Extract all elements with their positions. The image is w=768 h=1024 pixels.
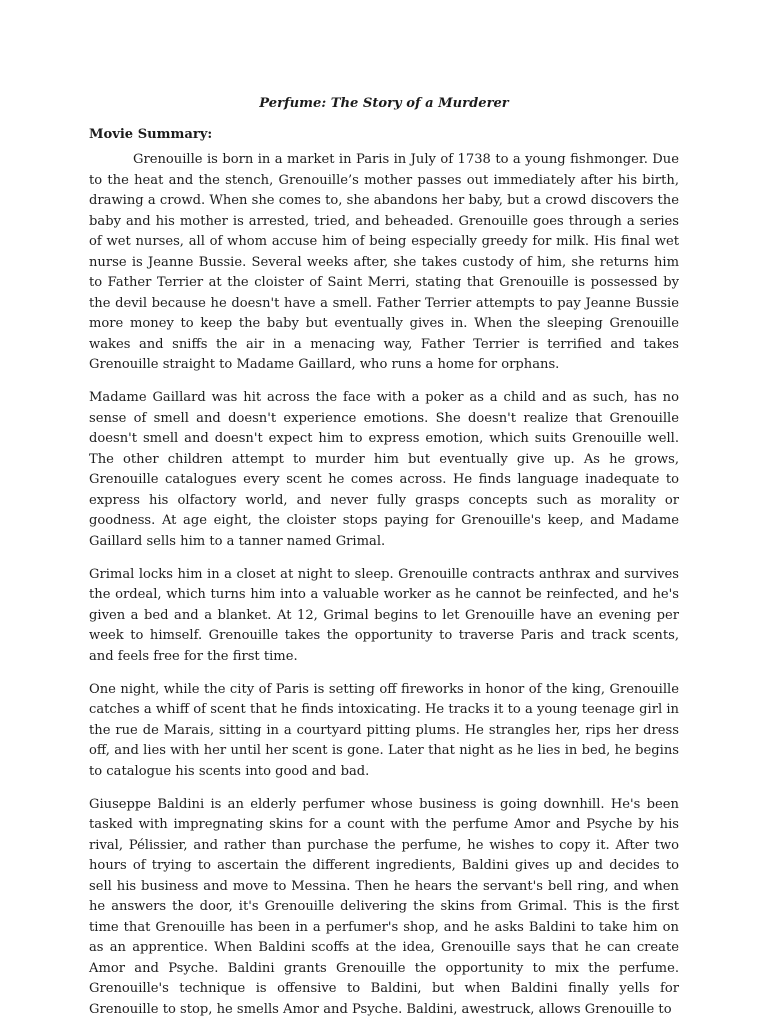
paragraph-3: Grimal locks him in a closet at night to sleep. Grenouille contracts anthrax and survives the ordeal, which turns him into a valuable worker as he cannot be reinfected, and he's given a bed and a blanket. At 12, Grimal begins to let Grenouille have an evening per week to himself. Grenouille takes the opportunity to traverse Paris and track scents, and feels free for the first time. [89,566,679,664]
section-heading: Movie Summary: [89,126,213,142]
paragraph-4: One night, while the city of Paris is setting off fireworks in honor of the king, Grenouille catches a whiff of scent that he finds intoxicating. He tracks it to a young teenage girl in the rue de Marais, sitting in a courtyard pitting plums. He strangles her, rips her dress off, and lies with her until her scent is gone. Later that night as he lies in bed, he begins to catalogue his scents into good and bad. [89,681,679,779]
paragraph-2: Madame Gaillard was hit across the face with a poker as a child and as such, has no sense of smell and doesn't experience emotions. She doesn't realize that Grenouille doesn't smell and doesn't expect him to express emotion, which suits Grenouille well. The other children attempt to murder him but eventually give up. As he grows, Grenouille catalogues every scent he comes across. He finds language inadequate to express his olfactory world, and never fully grasps concepts such as morality or goodness. At age eight, the cloister stops paying for Grenouille's keep, and Madame Gaillard sells him to a tanner named Grimal. [89,390,679,549]
paragraph-5: Giuseppe Baldini is an elderly perfumer whose business is going downhill. He's been tasked with impregnating skins for a count with the perfume Amor and Psyche by his rival, Pélissier, and rather than purchase the perfume, he wishes to copy it. After two hours of trying to ascertain the different ingredients, Baldini gives up and decides to sell his business and move to Messina. Then he hears the servant's bell ring, and when he answers the door, it's Grenouille delivering the skins from Grimal. This is the first time that Grenouille has been in a perfumer's shop, and he asks Baldini to take him on as an apprentice. When Baldini scoffs at the idea, Grenouille says that he can create Amor and Psyche. Baldini grants Grenouille the opportunity to mix the perfume. Grenouille's technique is offensive to Baldini, but when Baldini finally yells for Grenouille to stop, he smells Amor and Psyche. Baldini, awestruck, allows Grenouille to [89,796,679,1017]
paragraph-1: Grenouille is born in a market in Paris in July of 1738 to a young fishmonger. Due to the heat and the stench, Grenouille’s mother passes out immediately after his birth, drawing a crowd. When she comes to, she abandons her baby, but a crowd discovers the baby and his mother is arrested, tried, and beheaded. Grenouille goes through a series of wet nurses, all of whom accuse him of being especially greedy for milk. His final wet nurse is Jeanne Bussie. Several weeks after, she takes custody of him, she returns him to Father Terrier at the cloister of Saint Merri, stating that Grenouille is possessed by the devil because he doesn't have a smell. Father Terrier attempts to pay Jeanne Bussie more money to keep the baby but eventually gives in. When the sleeping Grenouille wakes and sniffs the air in a menacing way, Father Terrier is terrified and takes Grenouille straight to Madame Gaillard, who runs a home for orphans. [89,152,679,372]
document-title: Perfume: The Story of a Murderer [259,96,509,111]
